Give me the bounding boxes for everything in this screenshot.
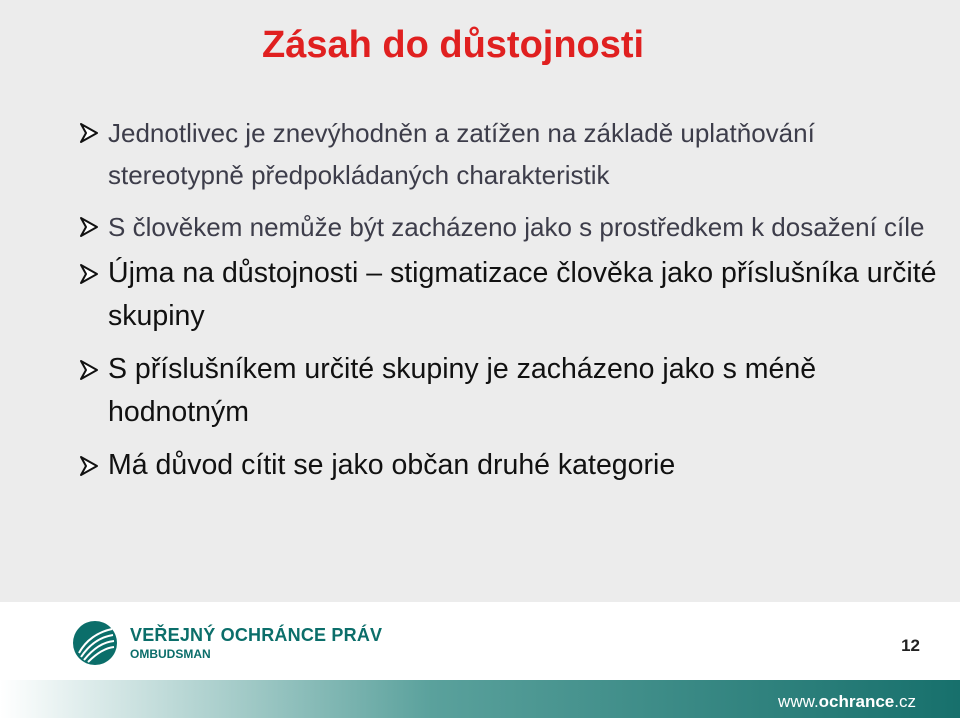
bullet-text: Jednotlivec je znevýhodněn a zatížen na základě uplatňování stereotypně předpokládaných charakteristik [108,118,815,190]
bullet-item [78,112,938,196]
footer-url-bar [0,680,960,718]
bullet-item [78,206,938,248]
bullet-text: S příslušníkem určité skupiny je zacházeno jako s méně hodnotným [108,353,817,428]
bullet-item [78,444,938,487]
slide-title: Zásah do důstojnosti [262,24,645,66]
ombudsman-logo-icon [72,620,118,666]
url-suffix: .cz [894,692,916,711]
bullet-item [78,348,938,434]
logo-title: VEŘEJNÝ OCHRÁNCE PRÁV [130,625,383,645]
bullet-item [78,252,938,338]
bullet-list [78,112,938,497]
website-link[interactable] [778,692,916,712]
arrow-bullet-icon [78,263,100,285]
bullet-text: Újma na důstojnosti – stigmatizace člověka jako příslušníka určité skupiny [108,257,937,332]
ombudsman-logo [72,619,382,667]
logo-subtitle: OMBUDSMAN [130,647,211,661]
url-main: ochrance [818,692,895,711]
bullet-text: Má důvod cítit se jako občan druhé kategorie [108,449,676,481]
arrow-bullet-icon [78,216,100,238]
page-number: 12 [901,636,920,655]
bullet-text: S člověkem nemůže být zacházeno jako s prostředkem k dosažení cíle [108,212,925,242]
logo-text [130,624,382,662]
arrow-bullet-icon [78,122,100,144]
arrow-bullet-icon [78,359,100,381]
slide-footer [0,602,960,718]
arrow-bullet-icon [78,455,100,477]
url-prefix: www. [778,692,819,711]
